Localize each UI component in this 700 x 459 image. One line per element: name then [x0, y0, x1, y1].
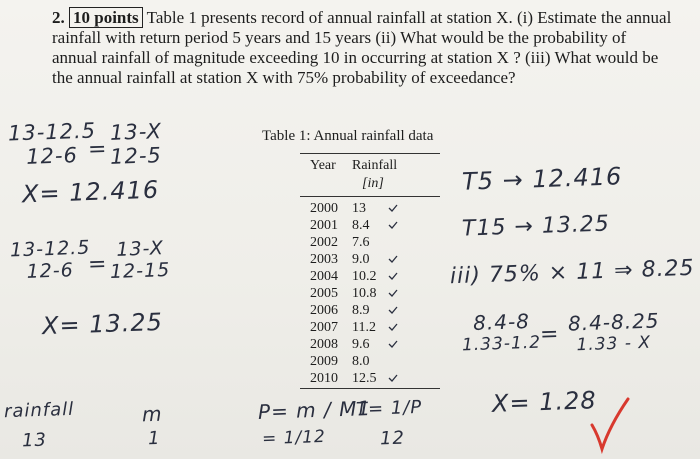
row-rainfall: 9.6	[352, 337, 370, 352]
table-header	[300, 153, 440, 197]
check-icon	[388, 204, 398, 212]
row-rainfall: 8.0	[352, 354, 370, 369]
hw-t5: T5 → 12.416	[461, 162, 623, 196]
row-year: 2004	[310, 269, 338, 284]
check-icon	[388, 272, 398, 280]
table-row	[300, 235, 440, 252]
table-body	[300, 197, 440, 389]
hw-p-val: = 1/12	[261, 426, 327, 450]
row-rainfall: 8.4	[352, 218, 370, 233]
check-icon	[388, 289, 398, 297]
row-year: 2002	[310, 235, 338, 250]
row-year: 2003	[310, 252, 338, 267]
row-year: 2005	[310, 286, 338, 301]
row-rainfall: 10.2	[352, 269, 377, 284]
col-year: Year	[310, 158, 336, 173]
hw-r13: 13	[21, 429, 48, 452]
row-rainfall: 12.5	[352, 371, 377, 386]
hw-equals-1: =	[87, 136, 108, 163]
check-icon	[388, 374, 398, 382]
hw-t15: T15 → 13.25	[461, 211, 611, 242]
hw-fraction-3-right: 8.4-8.25 1.33 - X	[567, 308, 660, 356]
question-number: 2.	[52, 8, 65, 27]
table-row	[300, 354, 440, 371]
col-rainfall: Rainfall	[352, 158, 398, 173]
row-year: 2000	[310, 201, 338, 216]
hw-fraction-2-left: 13-12.5 12-6	[9, 236, 91, 283]
table-row	[300, 337, 440, 354]
rainfall-table	[300, 153, 440, 389]
hw-fraction-2-right: 13-X 12-15	[109, 237, 171, 284]
table-row	[300, 218, 440, 235]
hw-part-iii: iii) 75% × 11 ⇒ 8.25	[449, 255, 696, 290]
row-year: 2009	[310, 354, 338, 369]
hw-equals-2: =	[87, 251, 108, 278]
problem-statement	[52, 8, 672, 88]
hw-rainfall: rainfall	[3, 398, 75, 423]
row-rainfall: 13	[352, 201, 366, 216]
row-rainfall: 8.9	[352, 303, 370, 318]
hw-equals-3: =	[539, 321, 560, 348]
check-icon	[388, 221, 398, 229]
table-caption: Table 1: Annual rainfall data	[262, 128, 434, 144]
hw-t-eq: T= 1/P	[355, 396, 423, 421]
hw-p-eq: P= m / M1	[257, 396, 372, 424]
question-text: Table 1 presents record of annual rainfall at station X. (i) Estimate the annual rainfall with return period 5 years and 15 years (ii) What would be the probability of annual rainfall of magnitude exceeding 10 in occurring at station X ? (iii) What would be the annual rainfall at station X with 75% probability of exceedance?	[52, 8, 672, 87]
table-row	[300, 320, 440, 337]
table-row	[300, 371, 440, 388]
table-row	[300, 286, 440, 303]
red-check-mark	[588, 395, 632, 455]
row-rainfall: 11.2	[352, 320, 376, 335]
hw-result-x2: X= 13.25	[41, 307, 164, 341]
hw-result-x1: X= 12.416	[21, 175, 160, 209]
hw-fraction-1-left: 13-12.5 12-6	[7, 118, 97, 169]
hw-t-val: 12	[379, 427, 406, 450]
row-rainfall: 9.0	[352, 252, 370, 267]
hw-fraction-3-left: 8.4-8 1.33-1.2	[461, 309, 542, 356]
col-unit: [in]	[362, 176, 384, 191]
row-year: 2010	[310, 371, 338, 386]
points-badge: 10 points	[69, 7, 143, 28]
row-year: 2006	[310, 303, 338, 318]
table-row	[300, 252, 440, 269]
hw-m: m	[141, 401, 163, 427]
table-row	[300, 269, 440, 286]
row-rainfall: 7.6	[352, 235, 370, 250]
row-year: 2001	[310, 218, 338, 233]
hw-m1: 1	[147, 427, 161, 450]
row-year: 2008	[310, 337, 338, 352]
table-row	[300, 303, 440, 320]
check-icon	[388, 306, 398, 314]
hw-result-x3: X= 1.28	[491, 386, 598, 418]
check-icon	[388, 323, 398, 331]
hw-fraction-1-right: 13-X 12-5	[109, 119, 163, 169]
check-icon	[388, 340, 398, 348]
check-icon	[388, 255, 398, 263]
row-year: 2007	[310, 320, 338, 335]
row-rainfall: 10.8	[352, 286, 377, 301]
table-row	[300, 201, 440, 218]
